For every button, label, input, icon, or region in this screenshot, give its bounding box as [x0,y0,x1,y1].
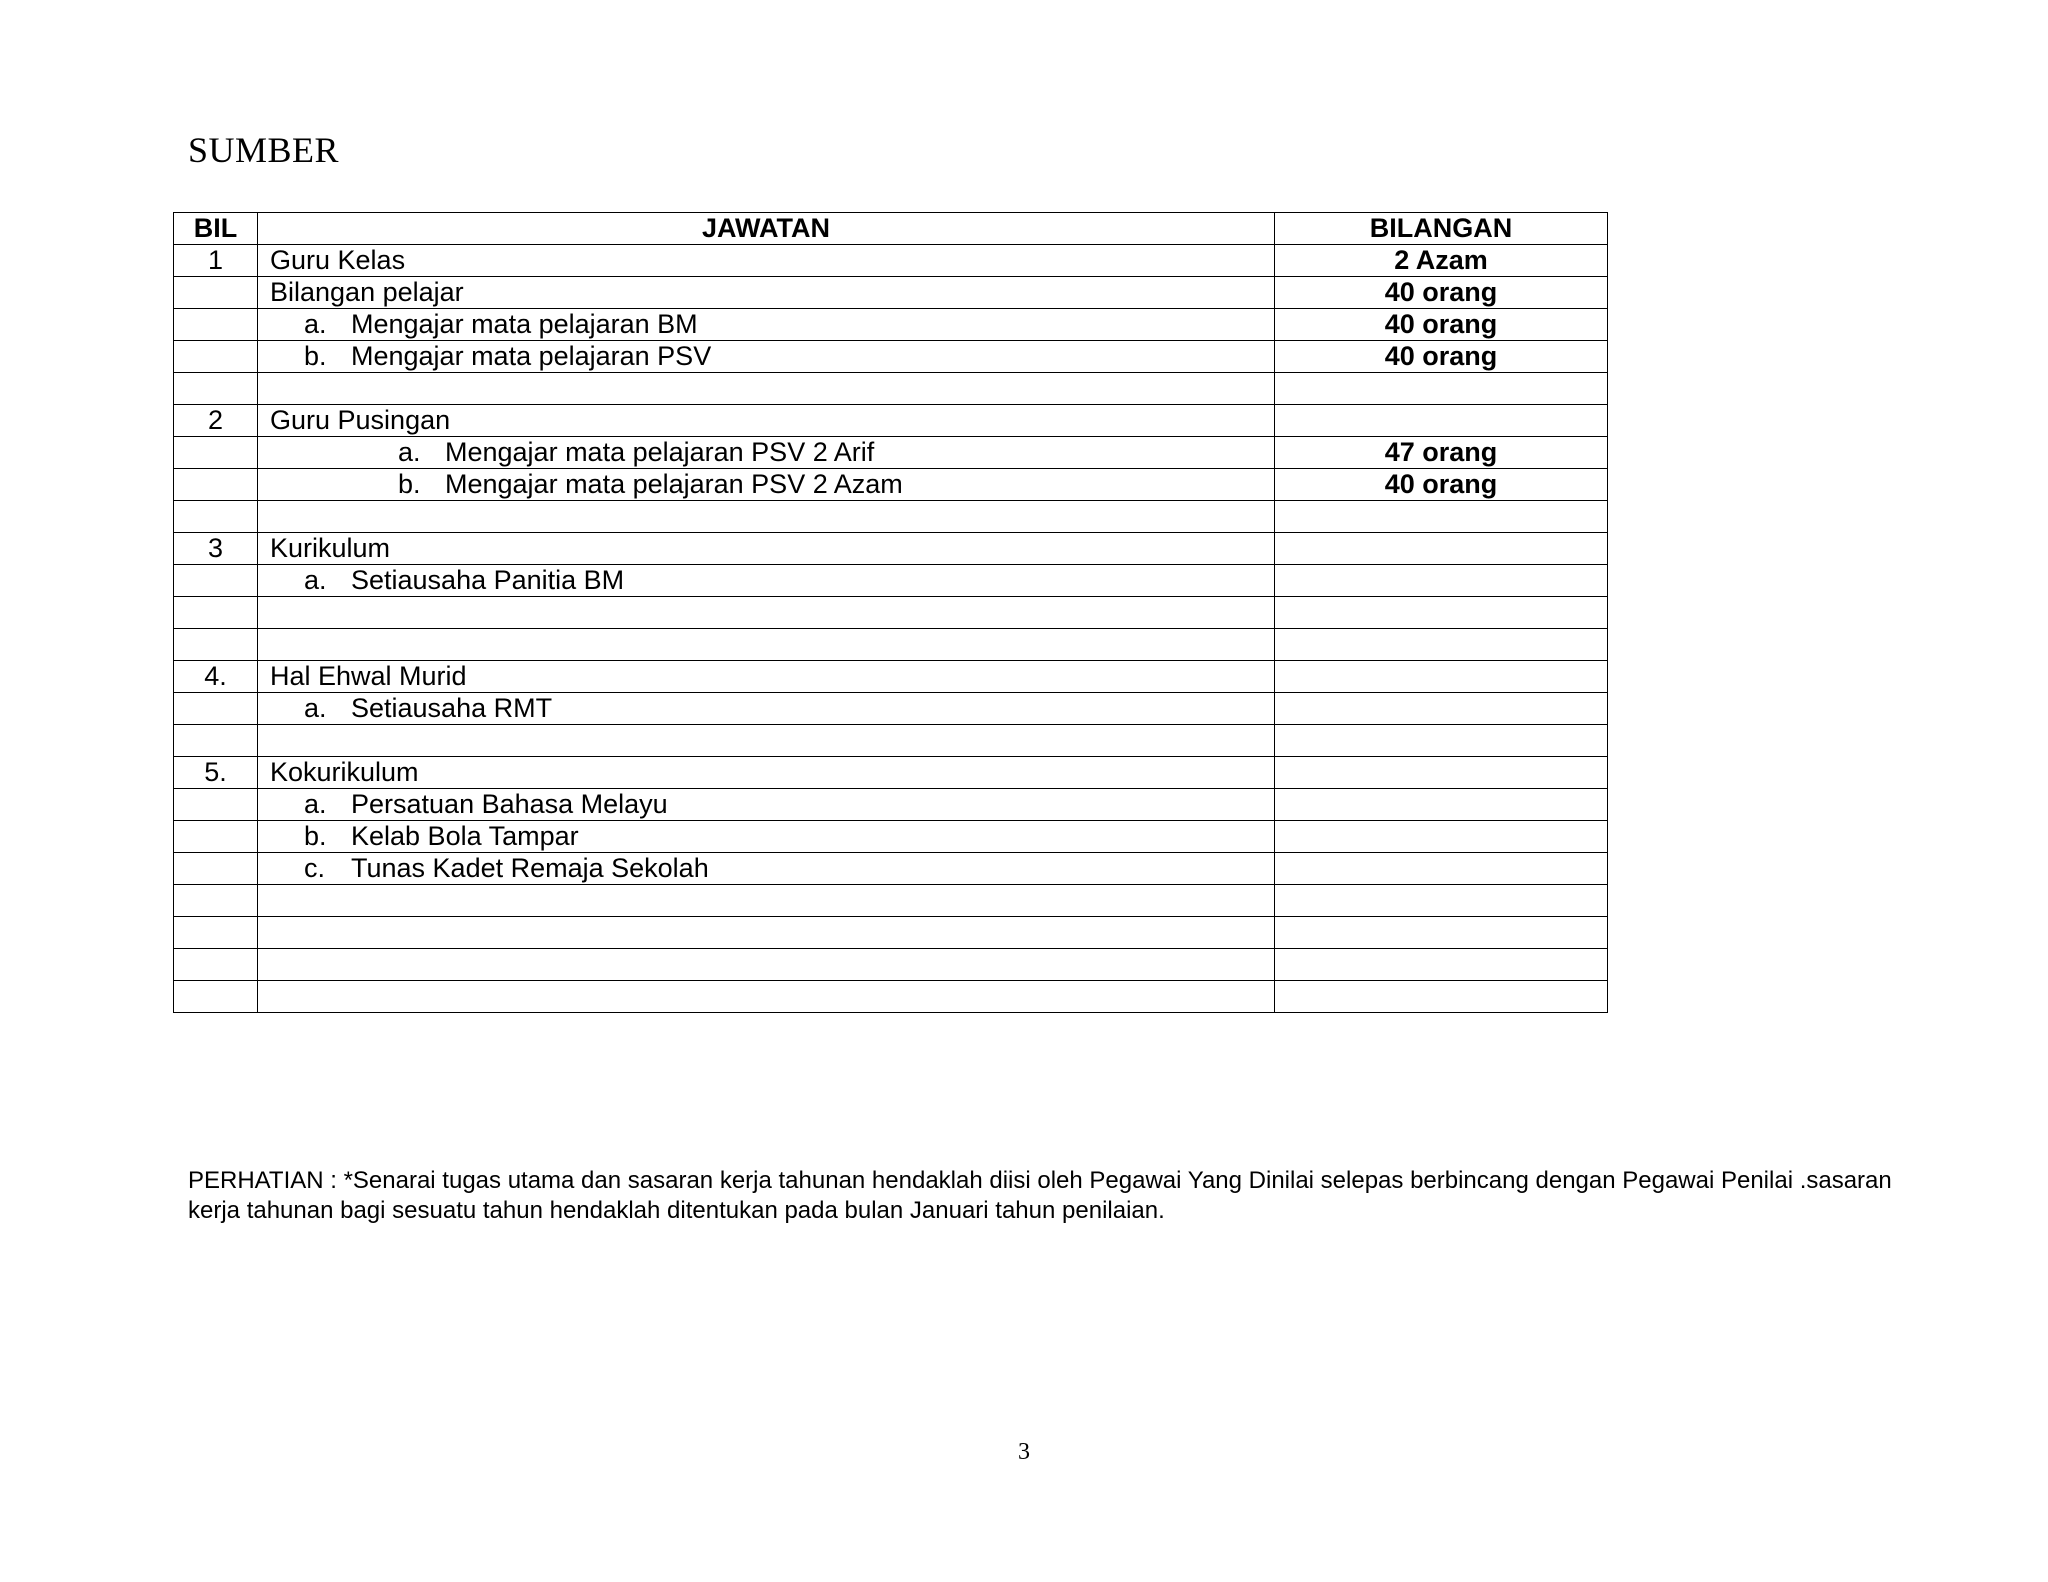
cell-bil [174,501,258,533]
cell-bil [174,693,258,725]
cell-bilangan [1275,373,1608,405]
cell-jawatan [258,981,1275,1013]
table-row [174,981,1608,1013]
cell-bilangan [1275,885,1608,917]
cell-jawatan [258,341,1275,373]
table-row [174,597,1608,629]
table-row [174,661,1608,693]
cell-jawatan [258,789,1275,821]
cell-jawatan [258,661,1275,693]
cell-bil [174,597,258,629]
table-body [174,245,1608,1013]
cell-jawatan [258,501,1275,533]
cell-bil [174,565,258,597]
item-text: Setiausaha Panitia BM [351,565,625,595]
item-letter: a. [398,437,421,467]
cell-bilangan [1275,981,1608,1013]
cell-bilangan: 47 orang [1275,437,1608,469]
cell-bilangan [1275,597,1608,629]
cell-bilangan [1275,501,1608,533]
table-row [174,437,1608,469]
cell-bilangan [1275,693,1608,725]
cell-bilangan [1275,725,1608,757]
page-heading: SUMBER [188,130,340,170]
table-row [174,789,1608,821]
item-text: Mengajar mata pelajaran BM [351,309,698,339]
cell-bilangan [1275,629,1608,661]
cell-bil [174,277,258,309]
table-header-row [174,213,1608,245]
cell-bil [174,629,258,661]
table-row [174,565,1608,597]
item-text: Guru Pusingan [270,405,451,435]
cell-bil [174,981,258,1013]
item-text: Mengajar mata pelajaran PSV [351,341,712,371]
item-letter: c. [304,853,326,883]
item-text: Setiausaha RMT [351,693,553,723]
item-text: Hal Ehwal Murid [270,661,467,691]
cell-bilangan: 40 orang [1275,277,1608,309]
table-row [174,725,1608,757]
item-letter: a. [304,789,327,819]
cell-jawatan [258,437,1275,469]
cell-bilangan [1275,917,1608,949]
cell-jawatan [258,949,1275,981]
table-row [174,949,1608,981]
cell-jawatan [258,853,1275,885]
cell-bil [174,469,258,501]
item-text: Mengajar mata pelajaran PSV 2 Arif [445,437,875,467]
cell-jawatan [258,725,1275,757]
table-row [174,341,1608,373]
table-row [174,373,1608,405]
cell-bilangan [1275,949,1608,981]
table-row [174,821,1608,853]
table-row [174,469,1608,501]
header-jawatan: JAWATAN [258,213,1275,245]
cell-bilangan: 40 orang [1275,469,1608,501]
cell-jawatan [258,245,1275,277]
table-row [174,693,1608,725]
cell-jawatan [258,405,1275,437]
cell-jawatan [258,469,1275,501]
table-row [174,885,1608,917]
cell-bil [174,885,258,917]
cell-bil [174,789,258,821]
cell-bilangan: 2 Azam [1275,245,1608,277]
cell-jawatan [258,309,1275,341]
item-letter: b. [398,469,421,499]
cell-bilangan: 40 orang [1275,309,1608,341]
header-bilangan: BILANGAN [1275,213,1608,245]
cell-jawatan [258,821,1275,853]
cell-jawatan [258,757,1275,789]
cell-bilangan: 40 orang [1275,341,1608,373]
item-text: Kurikulum [270,533,391,563]
table-row [174,309,1608,341]
perhatian-note: PERHATIAN : *Senarai tugas utama dan sasaran kerja tahunan hendaklah diisi oleh Pegawai Yang Dinilai selepas berbincang dengan Pegawai Penilai .sasaran kerja tahunan bagi sesuatu tahun hendaklah ditentukan pada bulan Januari tahun penilaian. [188,1167,1892,1224]
cell-jawatan [258,565,1275,597]
cell-jawatan [258,917,1275,949]
cell-bilangan [1275,661,1608,693]
item-text: Mengajar mata pelajaran PSV 2 Azam [445,469,903,499]
cell-jawatan [258,629,1275,661]
cell-bil: 1 [174,245,258,277]
table-row [174,853,1608,885]
table-row [174,245,1608,277]
cell-jawatan [258,693,1275,725]
cell-jawatan [258,373,1275,405]
cell-bil [174,373,258,405]
cell-bil [174,725,258,757]
cell-jawatan [258,277,1275,309]
item-letter: b. [304,821,327,851]
table-row [174,501,1608,533]
item-letter: a. [304,693,327,723]
cell-bil [174,309,258,341]
cell-bilangan [1275,853,1608,885]
cell-jawatan [258,533,1275,565]
page-number: 3 [1018,1439,1030,1465]
sumber-table [173,212,1608,1013]
cell-bilangan [1275,405,1608,437]
cell-bilangan [1275,565,1608,597]
item-text: Guru Kelas [270,245,406,275]
table-row [174,533,1608,565]
item-letter: a. [304,565,327,595]
cell-bilangan [1275,789,1608,821]
item-text: Persatuan Bahasa Melayu [351,789,668,819]
cell-bil: 4. [174,661,258,693]
item-text: Kelab Bola Tampar [351,821,579,851]
cell-bil [174,341,258,373]
item-text: Kokurikulum [270,757,419,787]
cell-bil: 5. [174,757,258,789]
cell-jawatan [258,597,1275,629]
table-row [174,405,1608,437]
cell-bil [174,949,258,981]
table-row [174,277,1608,309]
header-bil: BIL [174,213,258,245]
table-row [174,757,1608,789]
cell-jawatan [258,885,1275,917]
table-row [174,629,1608,661]
item-text: Tunas Kadet Remaja Sekolah [351,853,709,883]
cell-bilangan [1275,821,1608,853]
item-letter: b. [304,341,327,371]
table-row [174,917,1608,949]
cell-bilangan [1275,533,1608,565]
cell-bil [174,853,258,885]
cell-bil: 3 [174,533,258,565]
cell-bilangan [1275,757,1608,789]
cell-bil: 2 [174,405,258,437]
cell-bil [174,917,258,949]
item-text: Bilangan pelajar [270,277,464,307]
cell-bil [174,437,258,469]
item-letter: a. [304,309,327,339]
cell-bil [174,821,258,853]
